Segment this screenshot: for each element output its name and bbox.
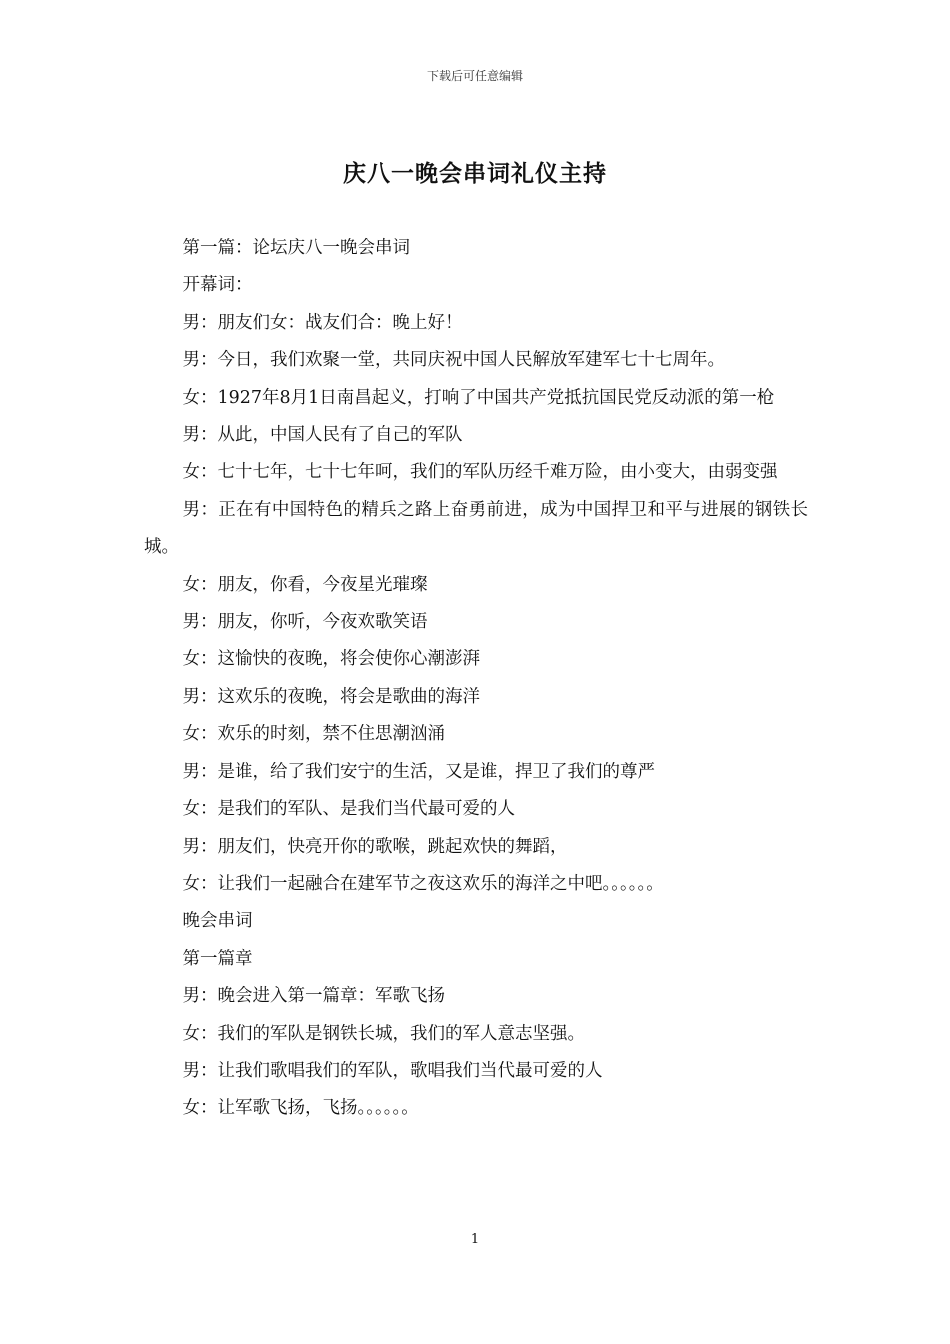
- page-number: 1: [470, 1232, 480, 1247]
- paragraph: 女：我们的军队是钢铁长城，我们的军人意志坚强。: [182, 1023, 585, 1044]
- paragraph: 女：1927年8月1日南昌起义，打响了中国共产党抵抗国民党反动派的第一枪: [182, 387, 775, 408]
- paragraph: 女：让军歌飞扬，飞扬。。。。。。: [182, 1098, 419, 1119]
- paragraph: 男：朋友们，快亮开你的歌喉，跳起欢快的舞蹈，: [182, 836, 568, 857]
- document-title: 庆八一晚会串词礼仪主持: [343, 160, 607, 187]
- paragraph: 男：从此，中国人民有了自己的军队: [182, 425, 463, 446]
- paragraph: 男：这欢乐的夜晚，将会是歌曲的海洋: [182, 686, 480, 707]
- paragraph: 男：正在有中国特色的精兵之路上奋勇前进，成为中国捍卫和平与进展的钢铁长城。: [144, 499, 808, 558]
- paragraph: 女：欢乐的时刻，禁不住思潮汹涌: [182, 724, 445, 745]
- header-note: 下载后可任意编辑: [426, 69, 523, 83]
- paragraph: 晚会串词: [182, 911, 253, 932]
- document-body: [144, 230, 808, 1128]
- paragraph: 男：晚会进入第一篇章：军歌飞扬: [182, 986, 445, 1007]
- paragraph: 男：让我们歌唱我们的军队，歌唱我们当代最可爱的人: [182, 1060, 603, 1081]
- paragraph: 男：朋友们女：战友们合：晚上好！: [182, 312, 463, 333]
- paragraph: 女：七十七年，七十七年呵，我们的军队历经千难万险，由小变大，由弱变强: [182, 462, 778, 483]
- paragraph: 男：朋友，你听，今夜欢歌笑语: [182, 612, 428, 633]
- paragraph: 男：今日，我们欢聚一堂，共同庆祝中国人民解放军建军七十七周年。: [182, 350, 725, 371]
- paragraph: 女：朋友，你看，今夜星光璀璨: [182, 574, 428, 595]
- paragraph: 第一篇章: [182, 948, 253, 969]
- paragraph: 女：让我们一起融合在建军节之夜这欢乐的海洋之中吧。。。。。。: [182, 873, 664, 894]
- paragraph: 男：是谁，给了我们安宁的生活，又是谁，捍卫了我们的尊严: [182, 761, 655, 782]
- paragraph: 第一篇：论坛庆八一晚会串词: [182, 238, 410, 258]
- paragraph: 开幕词：: [182, 275, 253, 296]
- paragraph: 女：是我们的军队、是我们当代最可爱的人: [182, 799, 515, 820]
- paragraph: 女：这愉快的夜晚，将会使你心潮澎湃: [182, 649, 480, 670]
